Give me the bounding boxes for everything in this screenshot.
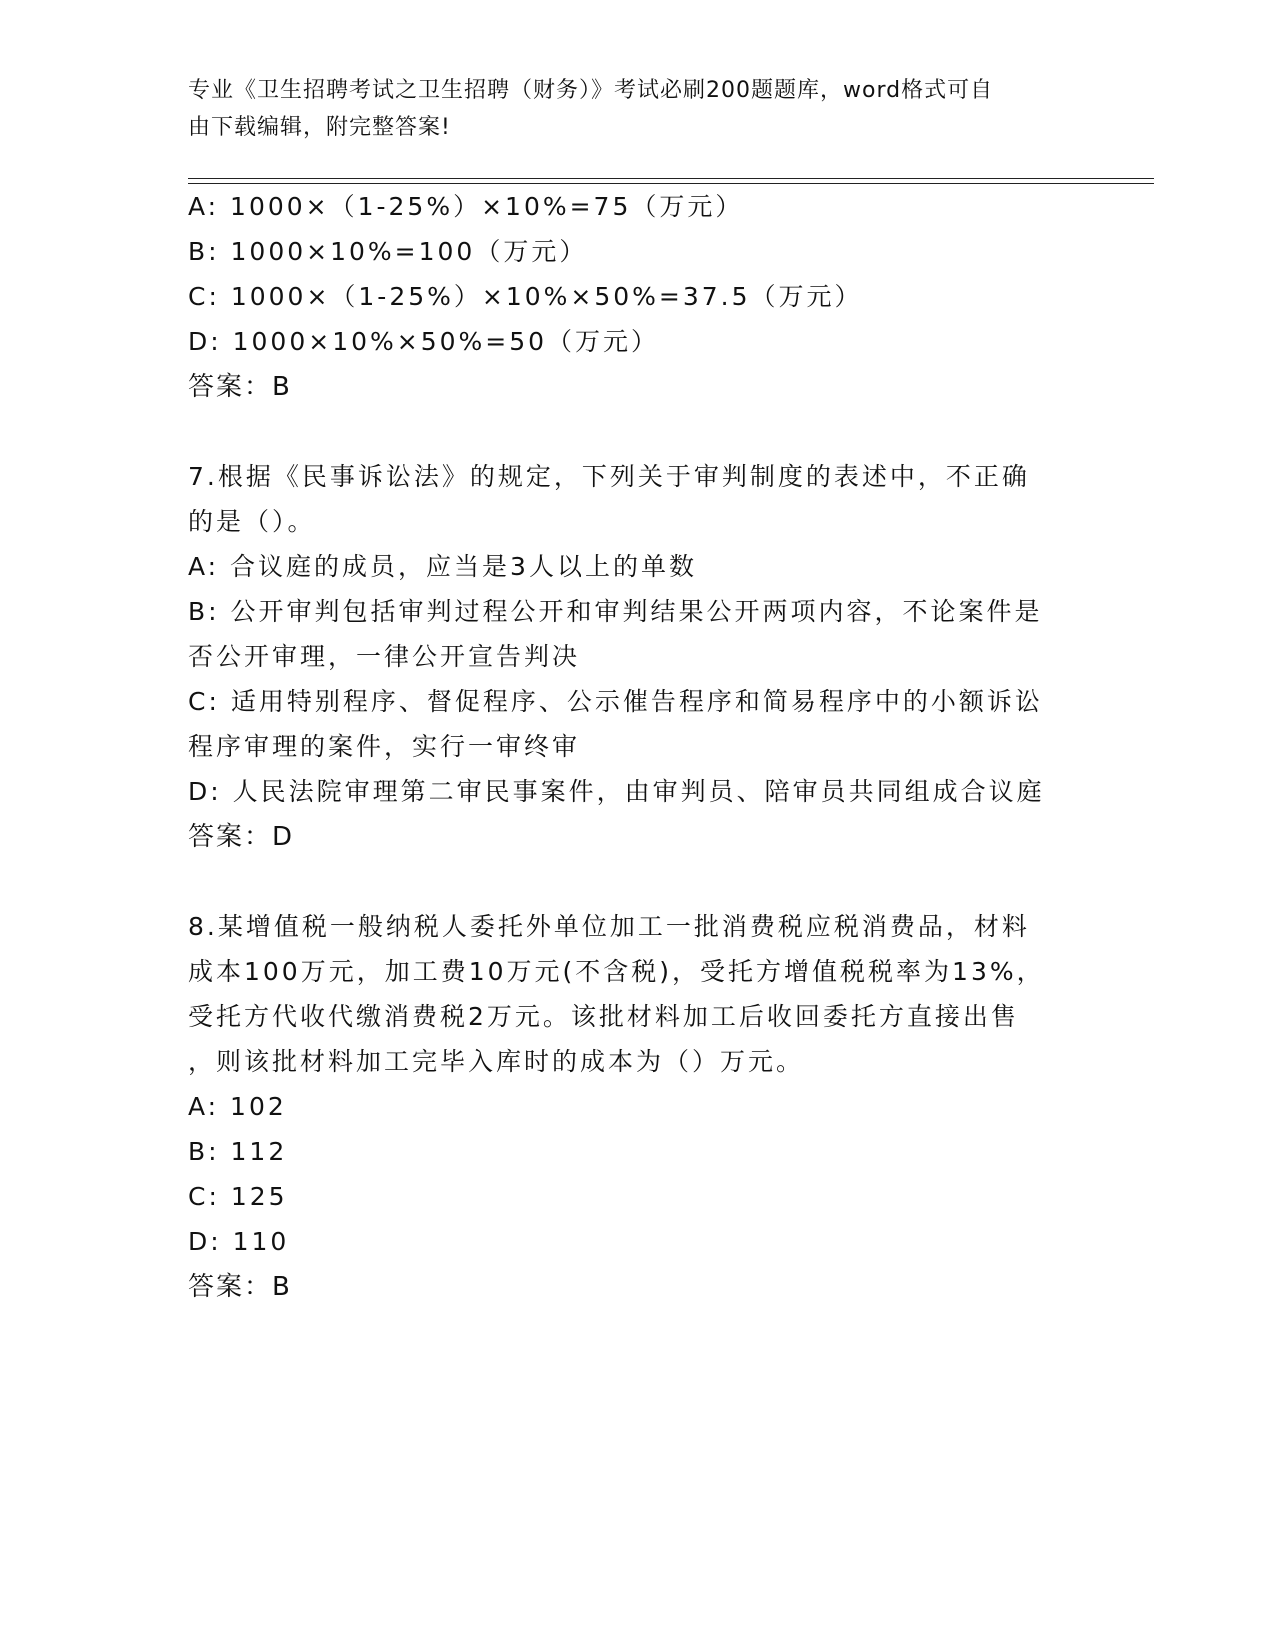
q7-stem-line-2: 的是（）。 [188, 507, 316, 536]
q7-option-a: A: 合议庭的成员，应当是3人以上的单数 [188, 552, 697, 581]
header-divider-top [188, 178, 1154, 179]
q8-stem-line-2: 成本100万元，加工费10万元(不含税)，受托方增值税税率为13%， [188, 957, 1045, 986]
prev-option-b: B: 1000×10%=100（万元） [188, 237, 588, 266]
q7-option-c-line-2: 程序审理的案件，实行一审终审 [188, 732, 581, 761]
q7-option-c-line-1: C: 适用特别程序、督促程序、公示催告程序和简易程序中的小额诉讼 [188, 687, 1043, 716]
document-header [188, 72, 1068, 146]
prev-answer: 答案：B [188, 372, 292, 402]
prev-option-d: D: 1000×10%×50%=50（万元） [188, 327, 660, 356]
header-line-1: 专业《卫生招聘考试之卫生招聘（财务）》考试必刷200题题库，word格式可自 [188, 78, 994, 103]
q8-answer: 答案：B [188, 1272, 292, 1302]
prev-option-c: C: 1000×（1-25%）×10%×50%=37.5（万元） [188, 282, 863, 311]
q8-stem-line-1: 8.某增值税一般纳税人委托外单位加工一批消费税应税消费品，材料 [188, 912, 1030, 941]
q8-option-b: B: 112 [188, 1137, 288, 1166]
header-divider-bottom [188, 183, 1154, 184]
q7-option-b-line-1: B: 公开审判包括审判过程公开和审判结果公开两项内容，不论案件是 [188, 597, 1043, 626]
q8-stem-line-4: ，则该批材料加工完毕入库时的成本为（）万元。 [188, 1047, 805, 1076]
q8-stem-line-3: 受托方代收代缴消费税2万元。该批材料加工后收回委托方直接出售 [188, 1002, 1019, 1031]
q8-option-a: A: 102 [188, 1092, 287, 1121]
q8-option-d: D: 110 [188, 1227, 290, 1256]
q8-option-c: C: 125 [188, 1182, 288, 1211]
q7-stem-line-1: 7.根据《民事诉讼法》的规定，下列关于审判制度的表述中，不正确 [188, 462, 1030, 491]
header-line-2: 由下载编辑，附完整答案! [188, 115, 451, 140]
q7-option-b-line-2: 否公开审理，一律公开宣告判决 [188, 642, 581, 671]
prev-option-a: A: 1000×（1-25%）×10%=75（万元） [188, 192, 744, 221]
q7-option-d: D: 人民法院审理第二审民事案件，由审判员、陪审员共同组成合议庭 [188, 777, 1045, 806]
q7-answer: 答案：D [188, 822, 295, 852]
